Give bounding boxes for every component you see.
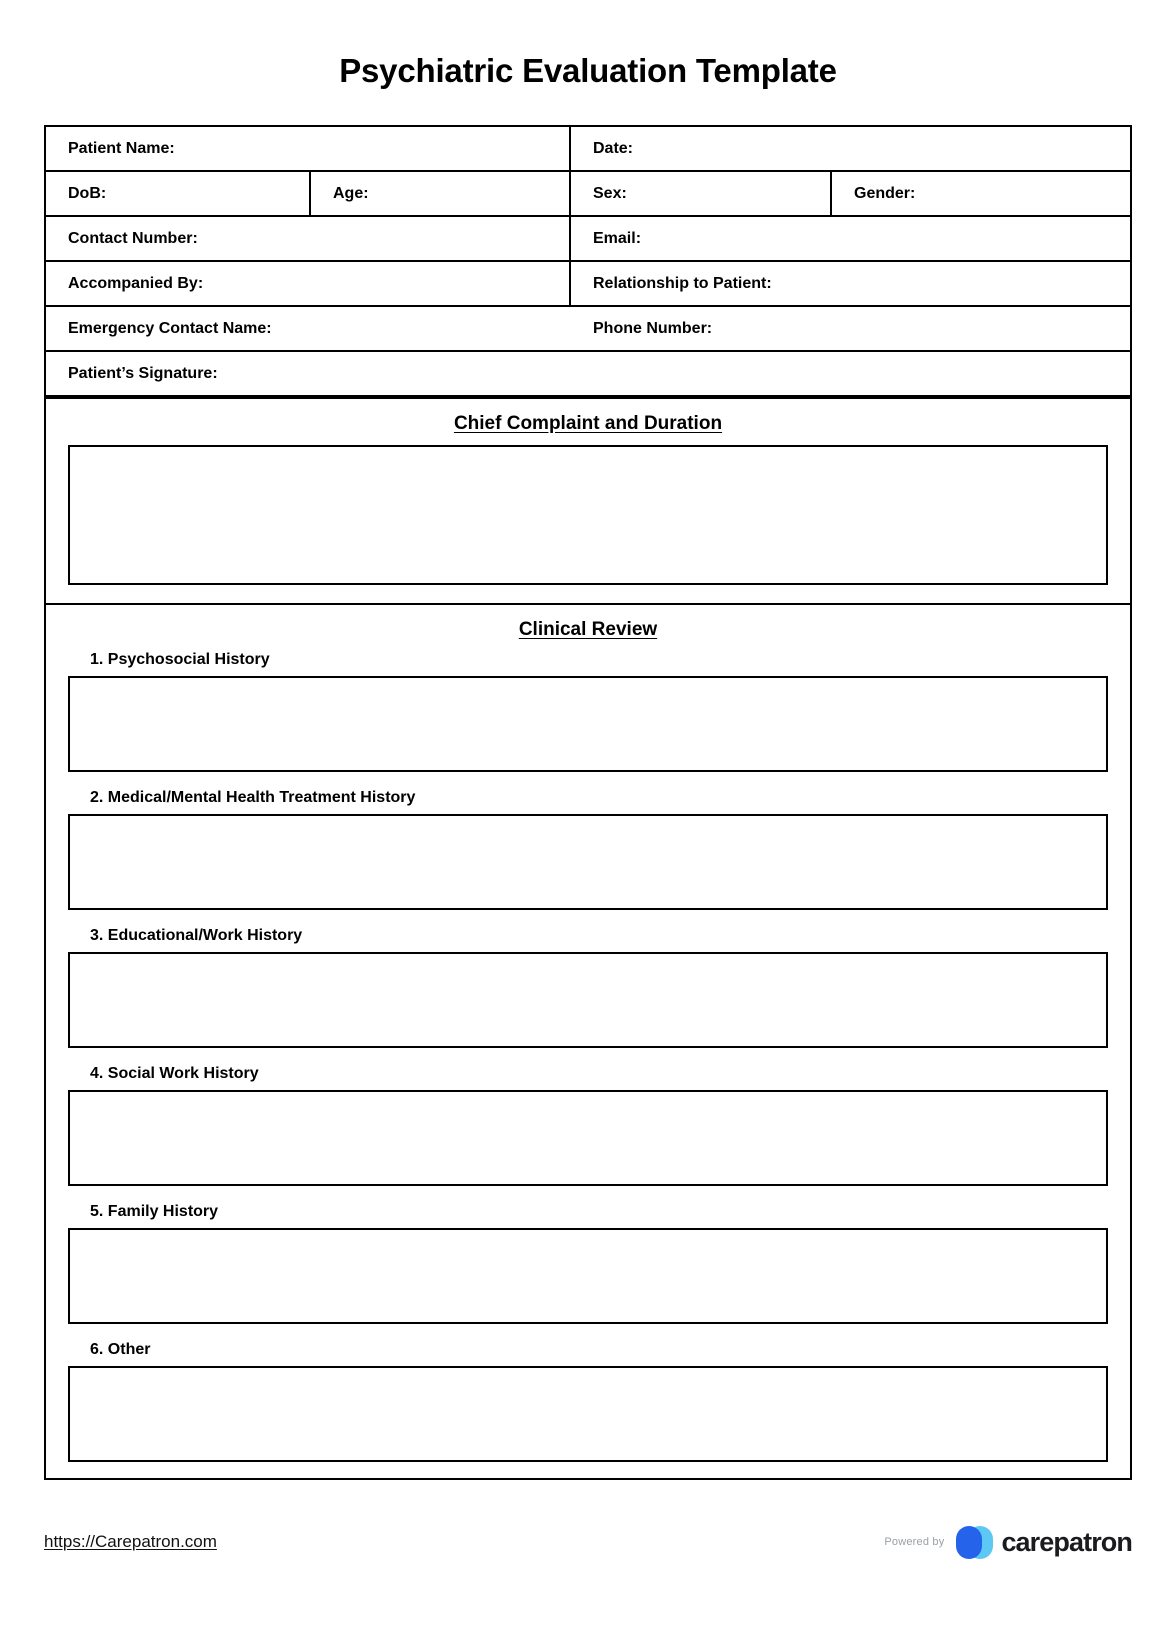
list-item: [68, 1341, 1108, 1462]
carepatron-logo: [956, 1524, 1132, 1561]
field-label: Relationship to Patient:: [593, 274, 772, 292]
carepatron-logo-icon: [956, 1524, 993, 1561]
clinical-review-input-3[interactable]: [68, 952, 1108, 1048]
chief-complaint-input[interactable]: [68, 445, 1108, 585]
table-row: [46, 307, 1130, 352]
clinical-review-label-3: 3. Educational/Work History: [90, 927, 303, 945]
table-row: [46, 127, 1130, 172]
field-phone-number[interactable]: [571, 307, 1130, 350]
section-heading-clinical-review: Clinical Review: [518, 619, 658, 641]
list-item: [68, 789, 1108, 910]
page-title: Psychiatric Evaluation Template: [339, 52, 837, 89]
powered-by-label: Powered by: [884, 1536, 945, 1548]
list-item: [68, 1065, 1108, 1186]
field-label: DoB:: [68, 184, 107, 202]
clinical-review-input-2[interactable]: [68, 814, 1108, 910]
field-date[interactable]: [571, 127, 1130, 170]
field-label: Patient Name:: [68, 139, 175, 157]
page-footer: [0, 1500, 1176, 1630]
list-item: [68, 651, 1108, 772]
section-heading-chief-complaint: Chief Complaint and Duration: [453, 413, 723, 435]
field-contact-number[interactable]: [46, 217, 571, 260]
field-relationship-to-patient[interactable]: [571, 262, 1130, 305]
section-clinical-review: [46, 603, 1130, 1478]
section-chief-complaint: [46, 397, 1130, 603]
brand-lockup: [884, 1524, 1132, 1561]
field-label: Date:: [593, 139, 634, 157]
clinical-review-label-4: 4. Social Work History: [90, 1065, 259, 1083]
field-label: Patient’s Signature:: [68, 364, 218, 382]
carepatron-website-link[interactable]: https://Carepatron.com: [44, 1532, 217, 1551]
field-label: Phone Number:: [593, 319, 713, 337]
list-item: [68, 1203, 1108, 1324]
field-label: Contact Number:: [68, 229, 198, 247]
field-sex[interactable]: [571, 172, 832, 215]
field-label: Accompanied By:: [68, 274, 204, 292]
field-gender[interactable]: [832, 172, 1130, 215]
field-label: Email:: [593, 229, 642, 247]
clinical-review-items: [46, 651, 1130, 1478]
list-item: [68, 927, 1108, 1048]
field-patient-signature[interactable]: [46, 352, 1130, 395]
clinical-review-label-2: 2. Medical/Mental Health Treatment History: [90, 789, 416, 807]
field-label: Emergency Contact Name:: [68, 319, 272, 337]
clinical-review-input-5[interactable]: [68, 1228, 1108, 1324]
clinical-review-input-4[interactable]: [68, 1090, 1108, 1186]
clinical-review-input-6[interactable]: [68, 1366, 1108, 1462]
table-row: [46, 172, 1130, 217]
clinical-review-input-1[interactable]: [68, 676, 1108, 772]
table-row: [46, 262, 1130, 307]
clinical-review-label-5: 5. Family History: [90, 1203, 219, 1221]
field-emergency-contact-name[interactable]: [46, 307, 571, 350]
field-age[interactable]: [311, 172, 571, 215]
field-patient-name[interactable]: [46, 127, 571, 170]
psychiatric-evaluation-form: [44, 125, 1132, 1480]
field-label: Age:: [333, 184, 369, 202]
section-body-chief-complaint: [46, 445, 1130, 603]
clinical-review-label-1: 1. Psychosocial History: [90, 651, 270, 669]
carepatron-wordmark: carepatron: [1001, 1526, 1132, 1557]
table-row: [46, 352, 1130, 397]
field-label: Sex:: [593, 184, 627, 202]
field-label: Gender:: [854, 184, 916, 202]
field-accompanied-by[interactable]: [46, 262, 571, 305]
clinical-review-label-6: 6. Other: [90, 1341, 151, 1359]
field-email[interactable]: [571, 217, 1130, 260]
table-row: [46, 217, 1130, 262]
field-dob[interactable]: [46, 172, 311, 215]
